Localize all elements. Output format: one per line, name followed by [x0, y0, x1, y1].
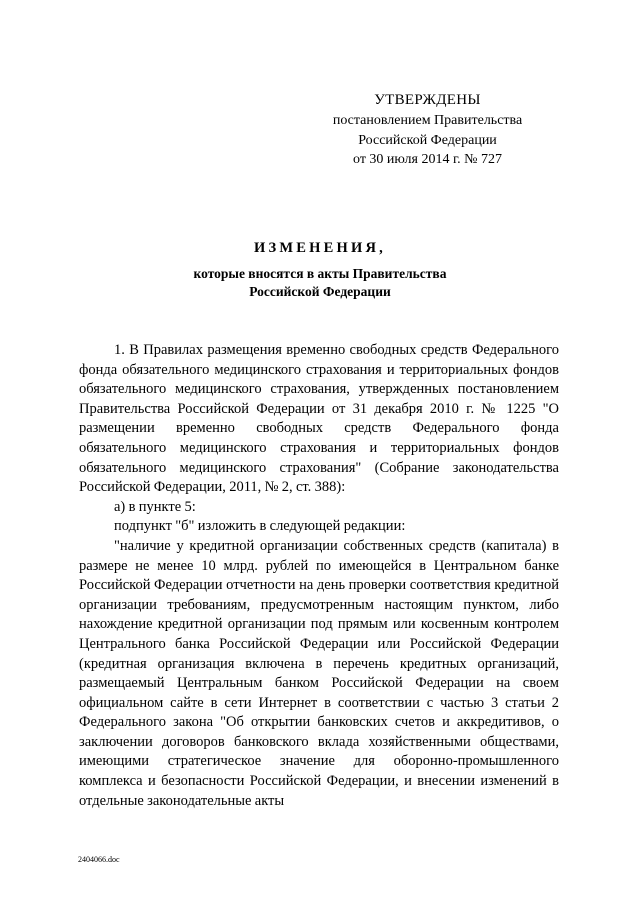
approval-block: [330, 89, 525, 170]
paragraph-1: 1. В Правилах размещения временно свободных средств Федерального фонда обязательного медицинского страхования и территориальных фондов обязательного медицинского страхования, утвержденных постановлением Правительства Российской Федерации от 31 декабря 2010 г. № 1225 "О размещении временно свободных средств Федерального фонда обязательного медицинского страхования и территориальных фондов обязательного медицинского страхования" (Собрание законодательства Российской Федерации, 2011, № 2, ст. 388):: [79, 342, 559, 496]
paragraph-2: а) в пункте 5:: [114, 498, 196, 515]
approval-heading: УТВЕРЖДЕНЫ: [374, 92, 481, 108]
document-title: ИЗМЕНЕНИЯ,: [254, 240, 386, 256]
document-subtitle: [0, 265, 640, 301]
paragraph-4: "наличие у кредитной организации собственных средств (капитала) в размере не менее 10 млрд. рублей по имеющейся в Центральном банке Российской Федерации отчетности на день проверки соответствия кредитной организации требованиям, предусмотренным настоящим пунктом, либо нахождение кредитной организации под прямым или косвенным контролем Центрального банка Российской Федерации или Российской Федерации (кредитная организация включена в перечень кредитных организаций, размещаемый Центральным банком Российской Федерации на своем официальном сайте в сети Интернет в соответствии с частью 3 статьи 2 Федерального закона "Об открытии банковских счетов и аккредитивов, о заключении договоров банковского вклада хозяйственными обществами, имеющими стратегическое значение для оборонно-промышленного комплекса и безопасности Российской Федерации, и внесении изменений в отдельные законодательные акты: [79, 537, 559, 809]
approval-line-3: от 30 июля 2014 г. № 727: [353, 152, 502, 167]
approval-line-1: постановлением Правительства: [332, 113, 523, 128]
subtitle-line-1: которые вносятся в акты Правительства: [193, 266, 447, 281]
approval-line-2: Российской Федерации: [358, 132, 497, 148]
file-name-footer: 2404066.doc: [78, 855, 120, 864]
document-body: [79, 341, 559, 811]
subtitle-line-2: Российской Федерации: [249, 284, 391, 299]
paragraph-3: подпункт "б" изложить в следующей редакции:: [114, 518, 406, 535]
